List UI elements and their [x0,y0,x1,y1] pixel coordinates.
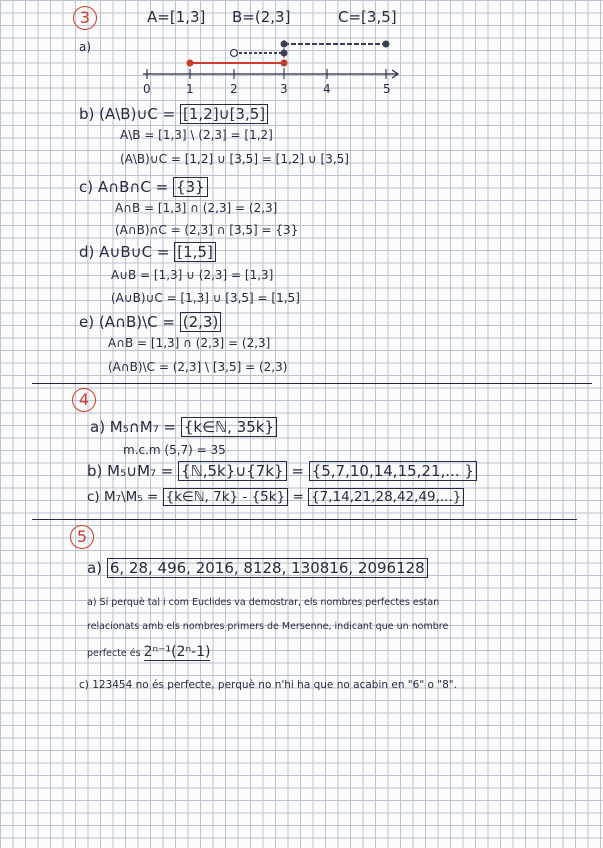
ex5-part-a-answer: 6, 28, 496, 2016, 8128, 130816, 2096128 [107,558,428,578]
part-c-step-1: A∩B = [1,3] ∩ (2,3] = (2,3] [115,201,278,215]
part-b-expression: b) (A\B)∪C = [79,105,176,123]
part-d-step-1: A∪B = [1,3] ∪ (2,3] = [1,3] [111,268,274,282]
part-e-expression: e) (A∩B)\C = [79,313,175,331]
section-divider-2 [32,519,577,520]
ex4-part-b-equals: = [291,462,304,480]
part-a-label: a) [79,40,92,54]
ex5-part-a-label: a) [87,559,103,577]
ex5-part-b-line-3-text: perfecte és [87,648,141,659]
part-e-statement [79,313,221,331]
ex4-part-a-statement [90,418,277,436]
ex4-part-c-box-2: {7,14,21,28,42,49,...} [308,488,464,506]
set-b-definition: B=(2,3] [232,8,291,26]
ex4-part-a-expression: a) M₅∩M₇ = [90,418,177,436]
part-d-statement [79,243,216,261]
part-d-answer: [1,5] [174,242,216,262]
tick-label-4: 4 [323,82,331,96]
exercise-3-number: 3 [73,6,97,30]
interval-b-start-open [231,50,238,57]
set-a-definition: A=[1,3] [147,8,206,26]
tick-label-2: 2 [230,82,238,96]
exercise-5-number: 5 [70,525,94,549]
tick-label-5: 5 [383,82,391,96]
ex4-part-a-note: m.c.m (5,7) = 35 [123,443,226,457]
set-c-definition: C=[3,5] [338,8,397,26]
ex5-part-a-statement [87,559,428,577]
ex5-part-b-line-1: a) Sí perquè tal i com Euclides va demostrar, els nombres perfectes estan [87,597,440,608]
part-b-step-2: (A\B)∪C = [1,2] ∪ [3,5] = [1,2] ∪ [3,5] [120,152,349,166]
ex5-part-b-line-2: relacionats amb els nombres primers de Mersenne, indicant que un nombre [87,621,449,632]
part-e-step-1: A∩B = [1,3] ∩ (2,3] = (2,3] [108,336,271,350]
ex4-part-a-answer: {k∈ℕ, 35k} [181,417,277,437]
part-c-answer: {3} [173,177,208,197]
ex4-part-c-statement [87,489,464,505]
part-b-statement [79,105,268,123]
part-c-expression: c) A∩B∩C = [79,178,169,196]
ex4-part-b-expression: b) M₅∪M₇ = [87,462,174,480]
part-e-answer: (2,3) [180,312,222,332]
ex4-part-b-statement [87,462,477,480]
tick-label-3: 3 [280,82,288,96]
part-d-step-2: (A∪B)∪C = [1,3] ∪ [3,5] = [1,5] [111,291,300,305]
interval-c-end [383,41,390,48]
exercise-4-number: 4 [72,388,96,412]
tick-label-1: 1 [186,82,194,96]
ex5-part-b-line-3 [87,644,210,660]
part-b-answer: [1,2]∪[3,5] [180,104,268,124]
tick-label-0: 0 [143,82,151,96]
part-b-step-1: A\B = [1,3] \ (2,3] = [1,2] [120,128,273,142]
part-c-step-2: (A∩B)∩C = (2,3] ∩ [3,5] = {3} [115,223,299,237]
ex5-part-c-line: c) 123454 no és perfecte, perquè no n'hi ha que no acabin en "6" o "8". [79,679,457,691]
ex4-part-b-box-2: {5,7,10,14,15,21,... } [309,461,477,481]
part-c-statement [79,178,208,196]
part-d-expression: d) A∪B∪C = [79,243,170,261]
ex4-part-c-equals: = [292,489,304,505]
interval-a-start [187,60,194,67]
part-e-step-2: (A∩B)\C = (2,3] \ [3,5] = (2,3) [108,360,288,374]
section-divider-1 [32,383,592,384]
ex5-part-b-formula: 2ⁿ⁻¹(2ⁿ-1) [143,644,211,660]
ex4-part-c-box-1: {k∈ℕ, 7k} - {5k} [163,488,289,506]
ex4-part-b-box-1: {ℕ,5k}∪{7k} [178,461,286,481]
ex4-part-c-expression: c) M₇\M₅ = [87,489,159,505]
